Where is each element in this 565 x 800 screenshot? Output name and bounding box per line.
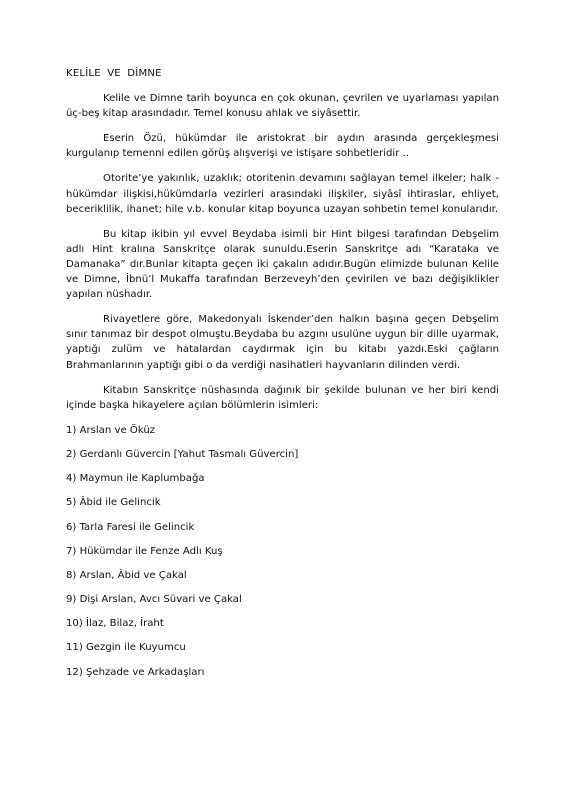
list-item: 4) Maymun ile Kaplumbağa — [66, 473, 205, 485]
list-item: 7) Hükümdar ile Fenze Adlı Kuş — [66, 545, 223, 557]
paragraph-legend: Rivayetlere göre, Makedonyalı İskender’den halkın başına geçen Debşelim sınır tanımaz bir despot olmuştu.Beydaba bu azgını usulüne uygun bir dille uyarmak, yaptığı zulüm ve hatalardan caydırmak için bu kitabı yazdı.Eski çağların Brahmanlarının yaptığı gibi o da verdiği nasihatleri hayvanların dilinden verdi. — [66, 314, 499, 371]
list-item: 2) Gerdanlı Güvercin [Yahut Tasmalı Güvercin] — [66, 448, 299, 460]
paragraph-chapters-intro: Kitabın Sanskritçe nüshasında dağınık bir şekilde bulunan ve her biri kendi içinde başka hikayelere açılan bölümlerin isimleri: — [66, 384, 499, 411]
paragraph-topics: Otorite’ye yakınlık, uzaklık; otoritenin devamını sağlayan temel ilkeler; halk -hükümdar ilişkisi,hükümdarla vezirleri arasındaki ilişkiler, siyâsî ihtiraslar, ehliyet, beceriklilik, ihanet; hile v.b. konular kitap boyunca uzayan sohbetin temel konularıdır. — [66, 173, 499, 215]
list-item: 6) Tarla Faresi ile Gelincik — [66, 521, 195, 533]
document-title: KELİLE VE DİMNE — [66, 68, 162, 79]
list-item: 1) Arslan ve Öküz — [66, 424, 156, 436]
list-item: 9) Dişi Arslan, Avcı Süvari ve Çakal — [66, 594, 242, 606]
paragraph-intro: Kelile ve Dimne tarih boyunca en çok okunan, çevrilen ve uyarlaması yapılan üç-beş kitap arasındadır. Temel konusu ahlak ve siyâsettir. — [66, 93, 499, 120]
document-page — [66, 66, 499, 689]
list-item: 5) Âbid ile Gelincik — [66, 497, 161, 509]
list-item: 11) Gezgin ile Kuyumcu — [66, 642, 186, 654]
list-item: 10) İlaz, Bilaz, İraht — [66, 618, 164, 630]
chapter-list — [66, 423, 499, 680]
paragraph-origin: Bu kitap ikibin yıl evvel Beydaba isimli bir Hint bilgesi tarafından Debşelim adlı Hint kralına Sanskritçe olarak sunuldu.Eserin Sanskritçe adı “Karataka ve Damanaka” dır.Bunlar kitapta geçen iki çakalın adıdır.Bugün elimizde bulunan Kelile ve Dimne, İbnü’l Mukaffa tarafından Berzeveyh’den çevirilen ve bazı değişiklikler yapılan nüshadır. — [66, 228, 499, 301]
list-item: 8) Arslan, Âbid ve Çakal — [66, 569, 187, 581]
list-item: 12) Şehzade ve Arkadaşları — [66, 666, 205, 678]
paragraph-essence: Eserin Özü, hükümdar ile aristokrat bir aydın arasında gerçekleşmesi kurgulanıp temenni edilen görüş alışverişi ve istişare sohbetleridir .. — [66, 133, 499, 160]
